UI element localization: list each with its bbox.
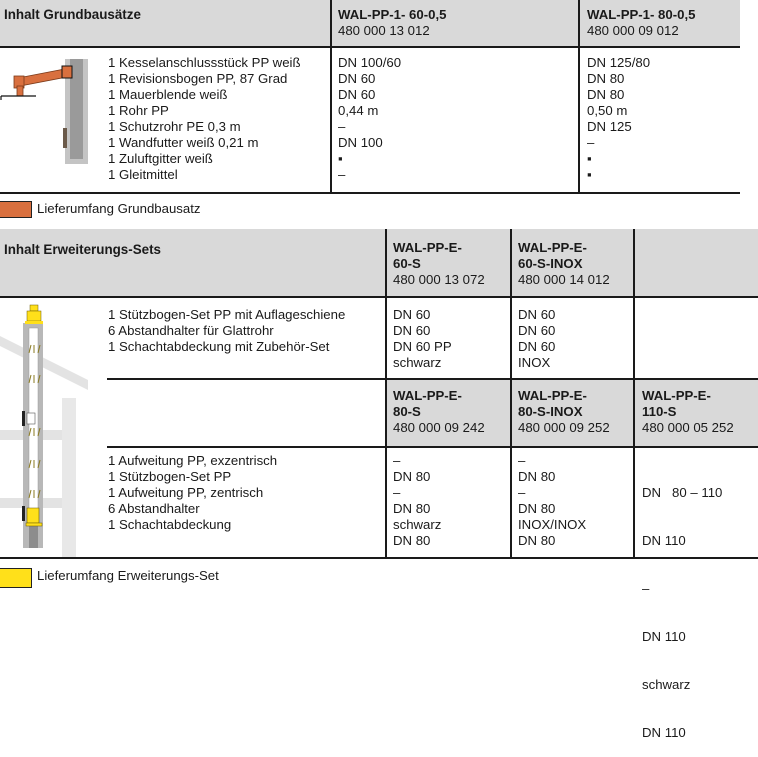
value: DN 110	[642, 725, 686, 740]
item: 1 Aufweitung PP, exzentrisch	[108, 453, 278, 468]
erw-group2-values-col-2	[518, 453, 586, 549]
value: –	[587, 135, 595, 150]
item: 1 Schachtabdeckung mit Zubehör-Set	[108, 339, 330, 354]
value: –	[518, 485, 526, 500]
item: 1 Wandfutter weiß 0,21 m	[108, 135, 259, 150]
item: 1 Stützbogen-Set PP mit Auflageschiene	[108, 307, 346, 322]
value: –	[393, 485, 401, 500]
article-number: 480 000 13 072	[393, 272, 485, 287]
value: DN 60	[393, 323, 431, 338]
value: DN 80	[587, 87, 625, 102]
value: –	[338, 167, 346, 182]
grund-header-title: Inhalt Grundbausätze	[4, 7, 141, 22]
model-name: WAL-PP-E-	[393, 388, 462, 403]
item: 1 Kesselanschlussstück PP weiß	[108, 55, 301, 70]
divider	[0, 296, 758, 298]
value: DN 80	[393, 501, 431, 516]
divider	[510, 378, 512, 559]
item: 1 Stützbogen-Set PP	[108, 469, 232, 484]
model-name: WAL-PP-E-	[518, 240, 587, 255]
divider	[578, 0, 580, 193]
erw-col-header-80s	[393, 388, 485, 436]
wall-connection-illustration	[0, 48, 100, 188]
item: 1 Rohr PP	[108, 103, 169, 118]
value: DN 60	[338, 71, 376, 86]
erw-group2-values-col-3	[642, 453, 722, 757]
model-name: 80-S-INOX	[518, 404, 583, 419]
value: DN 60	[518, 307, 556, 322]
value: ▪	[587, 167, 592, 182]
legend-label-erw: Lieferumfang Erweiterungs-Set	[37, 568, 219, 583]
value: DN 60	[518, 323, 556, 338]
value: schwarz	[393, 517, 442, 532]
article-number: 480 000 09 012	[587, 23, 679, 38]
value: schwarz	[393, 355, 442, 370]
value: –	[393, 453, 401, 468]
value: 0,44 m	[338, 103, 379, 118]
value: DN 80	[518, 501, 556, 516]
value: ▪	[587, 151, 592, 166]
value: DN 60	[393, 307, 431, 322]
grund-item-list	[108, 55, 301, 183]
grund-values-col-1	[338, 55, 401, 183]
value: DN 60	[518, 339, 556, 354]
value: DN 80	[393, 533, 431, 548]
model-name: WAL-PP-1- 80-0,5	[587, 7, 696, 22]
value: DN 80	[393, 469, 431, 484]
article-number: 480 000 09 242	[393, 420, 485, 435]
value: DN 125	[587, 119, 632, 134]
value: DN 110	[642, 629, 686, 644]
value: INOX	[518, 355, 551, 370]
article-number: 480 000 13 012	[338, 23, 430, 38]
model-name: 80-S	[393, 404, 421, 419]
value: DN 60	[338, 87, 376, 102]
erw-group1-item-list	[108, 307, 345, 355]
model-name: WAL-PP-E-	[393, 240, 462, 255]
value: DN 110	[642, 533, 686, 548]
erw-col-header-60s-inox	[518, 240, 610, 288]
grund-col-header-2	[587, 7, 695, 39]
divider	[0, 192, 740, 194]
erw-header-title: Inhalt Erweiterungs-Sets	[4, 242, 161, 257]
divider	[330, 0, 332, 193]
value: –	[338, 119, 346, 134]
model-name: 110-S	[642, 404, 677, 419]
item: 6 Abstandhalter für Glattrohr	[108, 323, 274, 338]
value: ▪	[338, 151, 343, 166]
value: DN 100/60	[338, 55, 402, 70]
chimney-illustration	[0, 298, 100, 558]
divider	[633, 378, 635, 559]
article-number: 480 000 09 252	[518, 420, 610, 435]
value: DN 125/80	[587, 55, 651, 70]
value: DN 80	[518, 533, 556, 548]
model-name: WAL-PP-E-	[518, 388, 587, 403]
item: 1 Zuluftgitter weiß	[108, 151, 213, 166]
value: schwarz	[642, 677, 691, 692]
value: DN 80	[518, 469, 556, 484]
value: INOX/INOX	[518, 517, 587, 532]
erw-col-header-110s	[642, 388, 734, 436]
article-number: 480 000 05 252	[642, 420, 734, 435]
value: DN 80	[587, 71, 625, 86]
value: DN 60 PP	[393, 339, 452, 354]
item: 1 Schutzrohr PE 0,3 m	[108, 119, 241, 134]
item: 1 Schachtabdeckung	[108, 517, 232, 532]
model-name: WAL-PP-E-	[642, 388, 711, 403]
item: 1 Aufweitung PP, zentrisch	[108, 485, 264, 500]
item: 1 Gleitmittel	[108, 167, 178, 182]
article-number: 480 000 14 012	[518, 272, 610, 287]
erw-col-header-80s-inox	[518, 388, 610, 436]
item: 1 Revisionsbogen PP, 87 Grad	[108, 71, 288, 86]
divider	[0, 46, 740, 48]
legend-swatch-yellow	[0, 568, 32, 588]
item: 6 Abstandhalter	[108, 501, 200, 516]
value: –	[642, 581, 650, 596]
item: 1 Mauerblende weiß	[108, 87, 228, 102]
divider	[107, 446, 758, 448]
grund-values-col-2	[587, 55, 650, 183]
divider	[0, 557, 758, 559]
divider	[385, 378, 387, 559]
value: DN 100	[338, 135, 383, 150]
erw-header-bg	[0, 229, 758, 297]
value: DN 80 – 110	[642, 485, 723, 500]
model-name: 60-S-INOX	[518, 256, 583, 271]
erw-group2-item-list	[108, 453, 277, 533]
erw-group1-values-col-1	[393, 307, 452, 371]
model-name: WAL-PP-1- 60-0,5	[338, 7, 447, 22]
legend-swatch-orange	[0, 201, 32, 218]
legend-label-grund: Lieferumfang Grundbausatz	[37, 201, 201, 216]
value: –	[518, 453, 526, 468]
grund-col-header-1	[338, 7, 446, 39]
erw-col-header-60s	[393, 240, 485, 288]
value: 0,50 m	[587, 103, 628, 118]
erw-group2-values-col-1	[393, 453, 441, 549]
erw-group1-values-col-2	[518, 307, 555, 371]
model-name: 60-S	[393, 256, 421, 271]
